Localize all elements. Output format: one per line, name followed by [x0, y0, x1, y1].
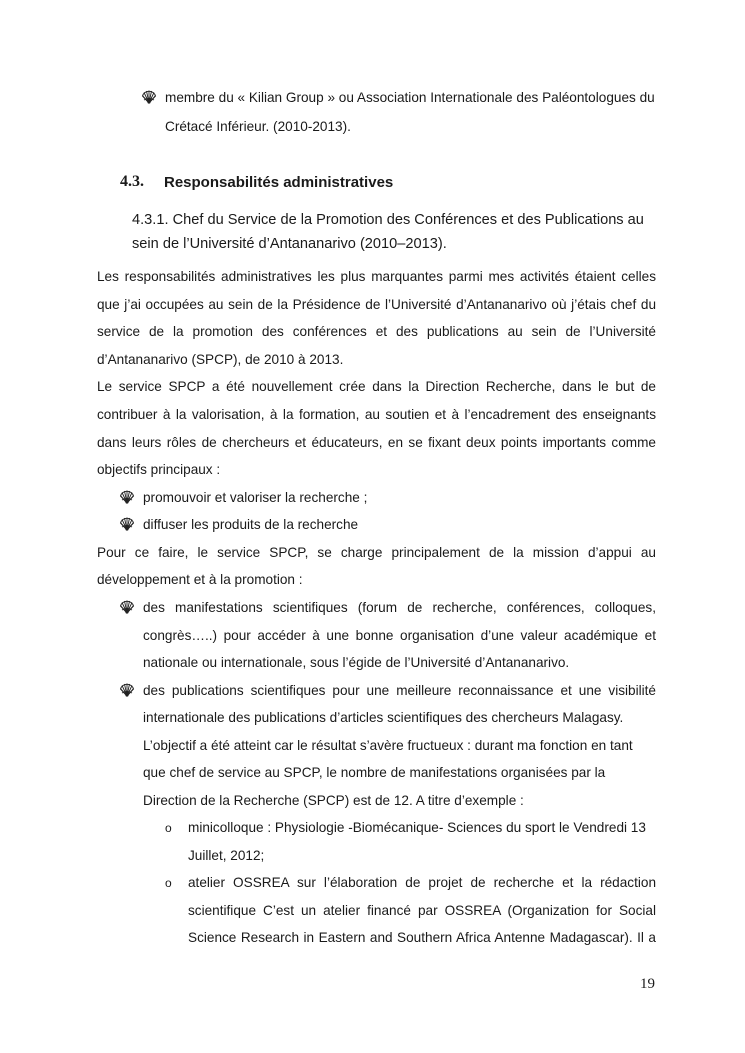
para2-line-1: Le service SPCP a été nouvellement crée dans la Direction Recherche, dans le but de — [97, 379, 656, 394]
objective-item: promouvoir et valoriser la recherche ; — [143, 490, 368, 505]
subsection-line-1: 4.3.1. Chef du Service de la Promotion des Conférences et des Publications au — [132, 212, 644, 228]
top-bullet-line-2: Crétacé Inférieur. (2010-2013). — [165, 119, 351, 134]
mission-1-line-2: congrès…..) pour accéder à une bonne organisation d’une valeur académique et — [143, 628, 656, 643]
subsection-line-2: sein de l’Université d’Antananarivo (2010–2013). — [132, 236, 447, 252]
para3-line-1: Pour ce faire, le service SPCP, se charge principalement de la mission d’appui au — [97, 545, 656, 560]
shell-bullet-icon — [119, 599, 135, 615]
para2-line-3: dans leurs rôles de chercheurs et éducateurs, en se fixant deux points importants comme — [97, 435, 656, 450]
example-2-line-3: Science Research in Eastern and Southern Africa Antenne Madagascar). Il a — [188, 930, 656, 945]
shell-bullet-icon — [141, 89, 157, 105]
section-title: Responsabilités administratives — [164, 174, 394, 191]
example-2-line-1: atelier OSSREA sur l’élaboration de projet de recherche et la rédaction — [188, 875, 656, 890]
para1-line-1: Les responsabilités administratives les plus marquantes parmi mes activités étaient celles — [97, 269, 656, 284]
mission-2-line-3: L’objectif a été atteint car le résultat s’avère fructueux : durant ma fonction en tant — [143, 738, 633, 753]
para2-line-4: objectifs principaux : — [97, 462, 221, 477]
example-1-line-2: Juillet, 2012; — [188, 848, 265, 863]
mission-2-line-5: Direction de la Recherche (SPCP) est de 12. A titre d’exemple : — [143, 793, 524, 808]
example-2-line-2: scientifique C’est un atelier financé par OSSREA (Organization for Social — [188, 903, 656, 918]
mission-1-line-1: des manifestations scientifiques (forum de recherche, conférences, colloques, — [143, 600, 656, 615]
example-1-line-1: minicolloque : Physiologie -Biomécanique- Sciences du sport le Vendredi 13 — [188, 820, 646, 835]
page-number: 19 — [640, 976, 655, 992]
para1-line-3: service de la promotion des conférences et des publications au sein de l’Université — [97, 324, 656, 339]
section-number: 4.3. — [120, 173, 144, 190]
para1-line-4: d’Antananarivo (SPCP), de 2010 à 2013. — [97, 352, 344, 367]
top-bullet-line-1: membre du « Kilian Group » ou Association Internationale des Paléontologues du — [165, 90, 655, 105]
circle-bullet-marker: o — [165, 821, 172, 835]
shell-bullet-icon — [119, 516, 135, 532]
para3-line-2: développement et à la promotion : — [97, 572, 303, 587]
shell-bullet-icon — [119, 682, 135, 698]
mission-2-line-2: internationale des publications d’articles scientifiques des chercheurs Malagasy. — [143, 710, 624, 725]
shell-bullet-icon — [119, 489, 135, 505]
circle-bullet-marker: o — [165, 876, 172, 890]
mission-2-line-4: que chef de service au SPCP, le nombre de manifestations organisées par la — [143, 765, 606, 780]
para2-line-2: contribuer à la valorisation, à la formation, au soutien et à l’encadrement des enseignants — [97, 407, 656, 422]
objective-item: diffuser les produits de la recherche — [143, 517, 359, 532]
mission-1-line-3: nationale ou internationale, sous l’égide de l’Université d’Antananarivo. — [143, 655, 570, 670]
mission-2-line-1: des publications scientifiques pour une meilleure reconnaissance et une visibilité — [143, 683, 656, 698]
para1-line-2: que j’ai occupées au sein de la Présidence de l’Université d’Antananarivo où j’étais chef du — [97, 297, 656, 312]
